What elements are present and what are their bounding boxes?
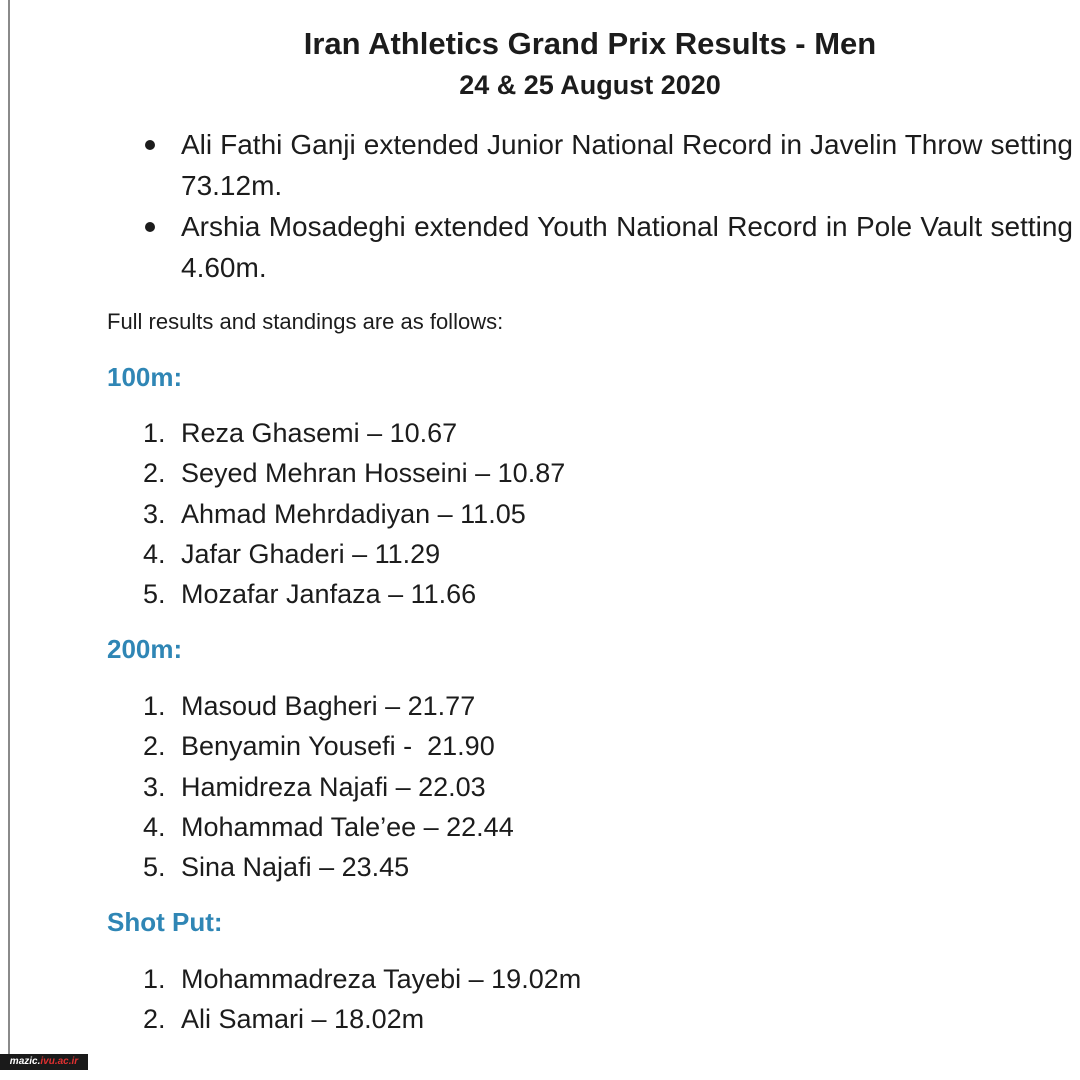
result-item (143, 494, 565, 534)
result-item (143, 574, 565, 614)
results-list-shot-put (143, 959, 581, 1040)
result-text: Benyamin Yousefi - 21.90 (181, 731, 495, 762)
watermark-domain: ivu.ac.ir (40, 1056, 79, 1067)
results-list-100m (143, 413, 565, 614)
watermark-main: mazic. (9, 1056, 41, 1067)
result-item (143, 767, 514, 807)
result-item (143, 847, 514, 887)
result-item (143, 999, 581, 1039)
highlight-text: Arshia Mosadeghi extended Youth National Record in Pole Vault setting 4.60m. (181, 211, 1073, 283)
result-item (143, 413, 565, 453)
highlight-item (143, 124, 1073, 206)
result-text: Mohammadreza Tayebi – 19.02m (181, 964, 582, 994)
left-border-line (8, 0, 10, 1062)
result-item (143, 534, 565, 574)
result-rank: 5. (143, 852, 166, 883)
result-rank: 4. (143, 538, 166, 569)
highlights-list (143, 124, 1073, 288)
result-item (143, 807, 514, 847)
result-text: Jafar Ghaderi – 11.29 (181, 538, 441, 569)
intro-text: Full results and standings are as follows: (107, 309, 504, 334)
result-rank: 4. (143, 811, 166, 842)
result-text: Mohammad Tale’ee – 22.44 (181, 811, 514, 842)
result-item (143, 686, 514, 726)
result-rank: 2. (143, 458, 166, 489)
highlight-text: Ali Fathi Ganji extended Junior National Record in Javelin Throw setting 73.12m. (181, 129, 1073, 201)
highlight-item (143, 206, 1073, 288)
result-rank: 5. (143, 579, 166, 610)
result-text: Hamidreza Najafi – 22.03 (181, 771, 486, 802)
result-text: Ahmad Mehrdadiyan – 11.05 (181, 498, 526, 529)
section-heading-100m: 100m: (107, 362, 183, 392)
section-heading-shot-put: Shot Put: (107, 907, 223, 937)
result-rank: 3. (143, 771, 166, 802)
result-rank: 1. (143, 691, 166, 721)
bullet-icon (145, 140, 155, 150)
result-item (143, 959, 581, 999)
result-text: Ali Samari – 18.02m (181, 1004, 425, 1035)
bullet-icon (145, 222, 155, 232)
site-watermark (0, 1054, 88, 1070)
section-heading-200m: 200m: (107, 634, 183, 664)
result-rank: 3. (143, 498, 166, 529)
result-text: Reza Ghasemi – 10.67 (181, 418, 458, 448)
result-rank: 2. (143, 731, 166, 762)
result-item (143, 453, 565, 493)
results-list-200m (143, 686, 514, 887)
result-text: Mozafar Janfaza – 11.66 (181, 579, 477, 610)
result-text: Masoud Bagheri – 21.77 (181, 691, 476, 721)
page-title: Iran Athletics Grand Prix Results - Men (303, 26, 877, 61)
result-text: Sina Najafi – 23.45 (181, 852, 410, 883)
result-rank: 2. (143, 1004, 166, 1035)
result-item (143, 726, 514, 766)
event-date: 24 & 25 August 2020 (459, 70, 721, 100)
result-text: Seyed Mehran Hosseini – 10.87 (181, 458, 566, 489)
result-rank: 1. (143, 964, 166, 994)
result-rank: 1. (143, 418, 166, 448)
